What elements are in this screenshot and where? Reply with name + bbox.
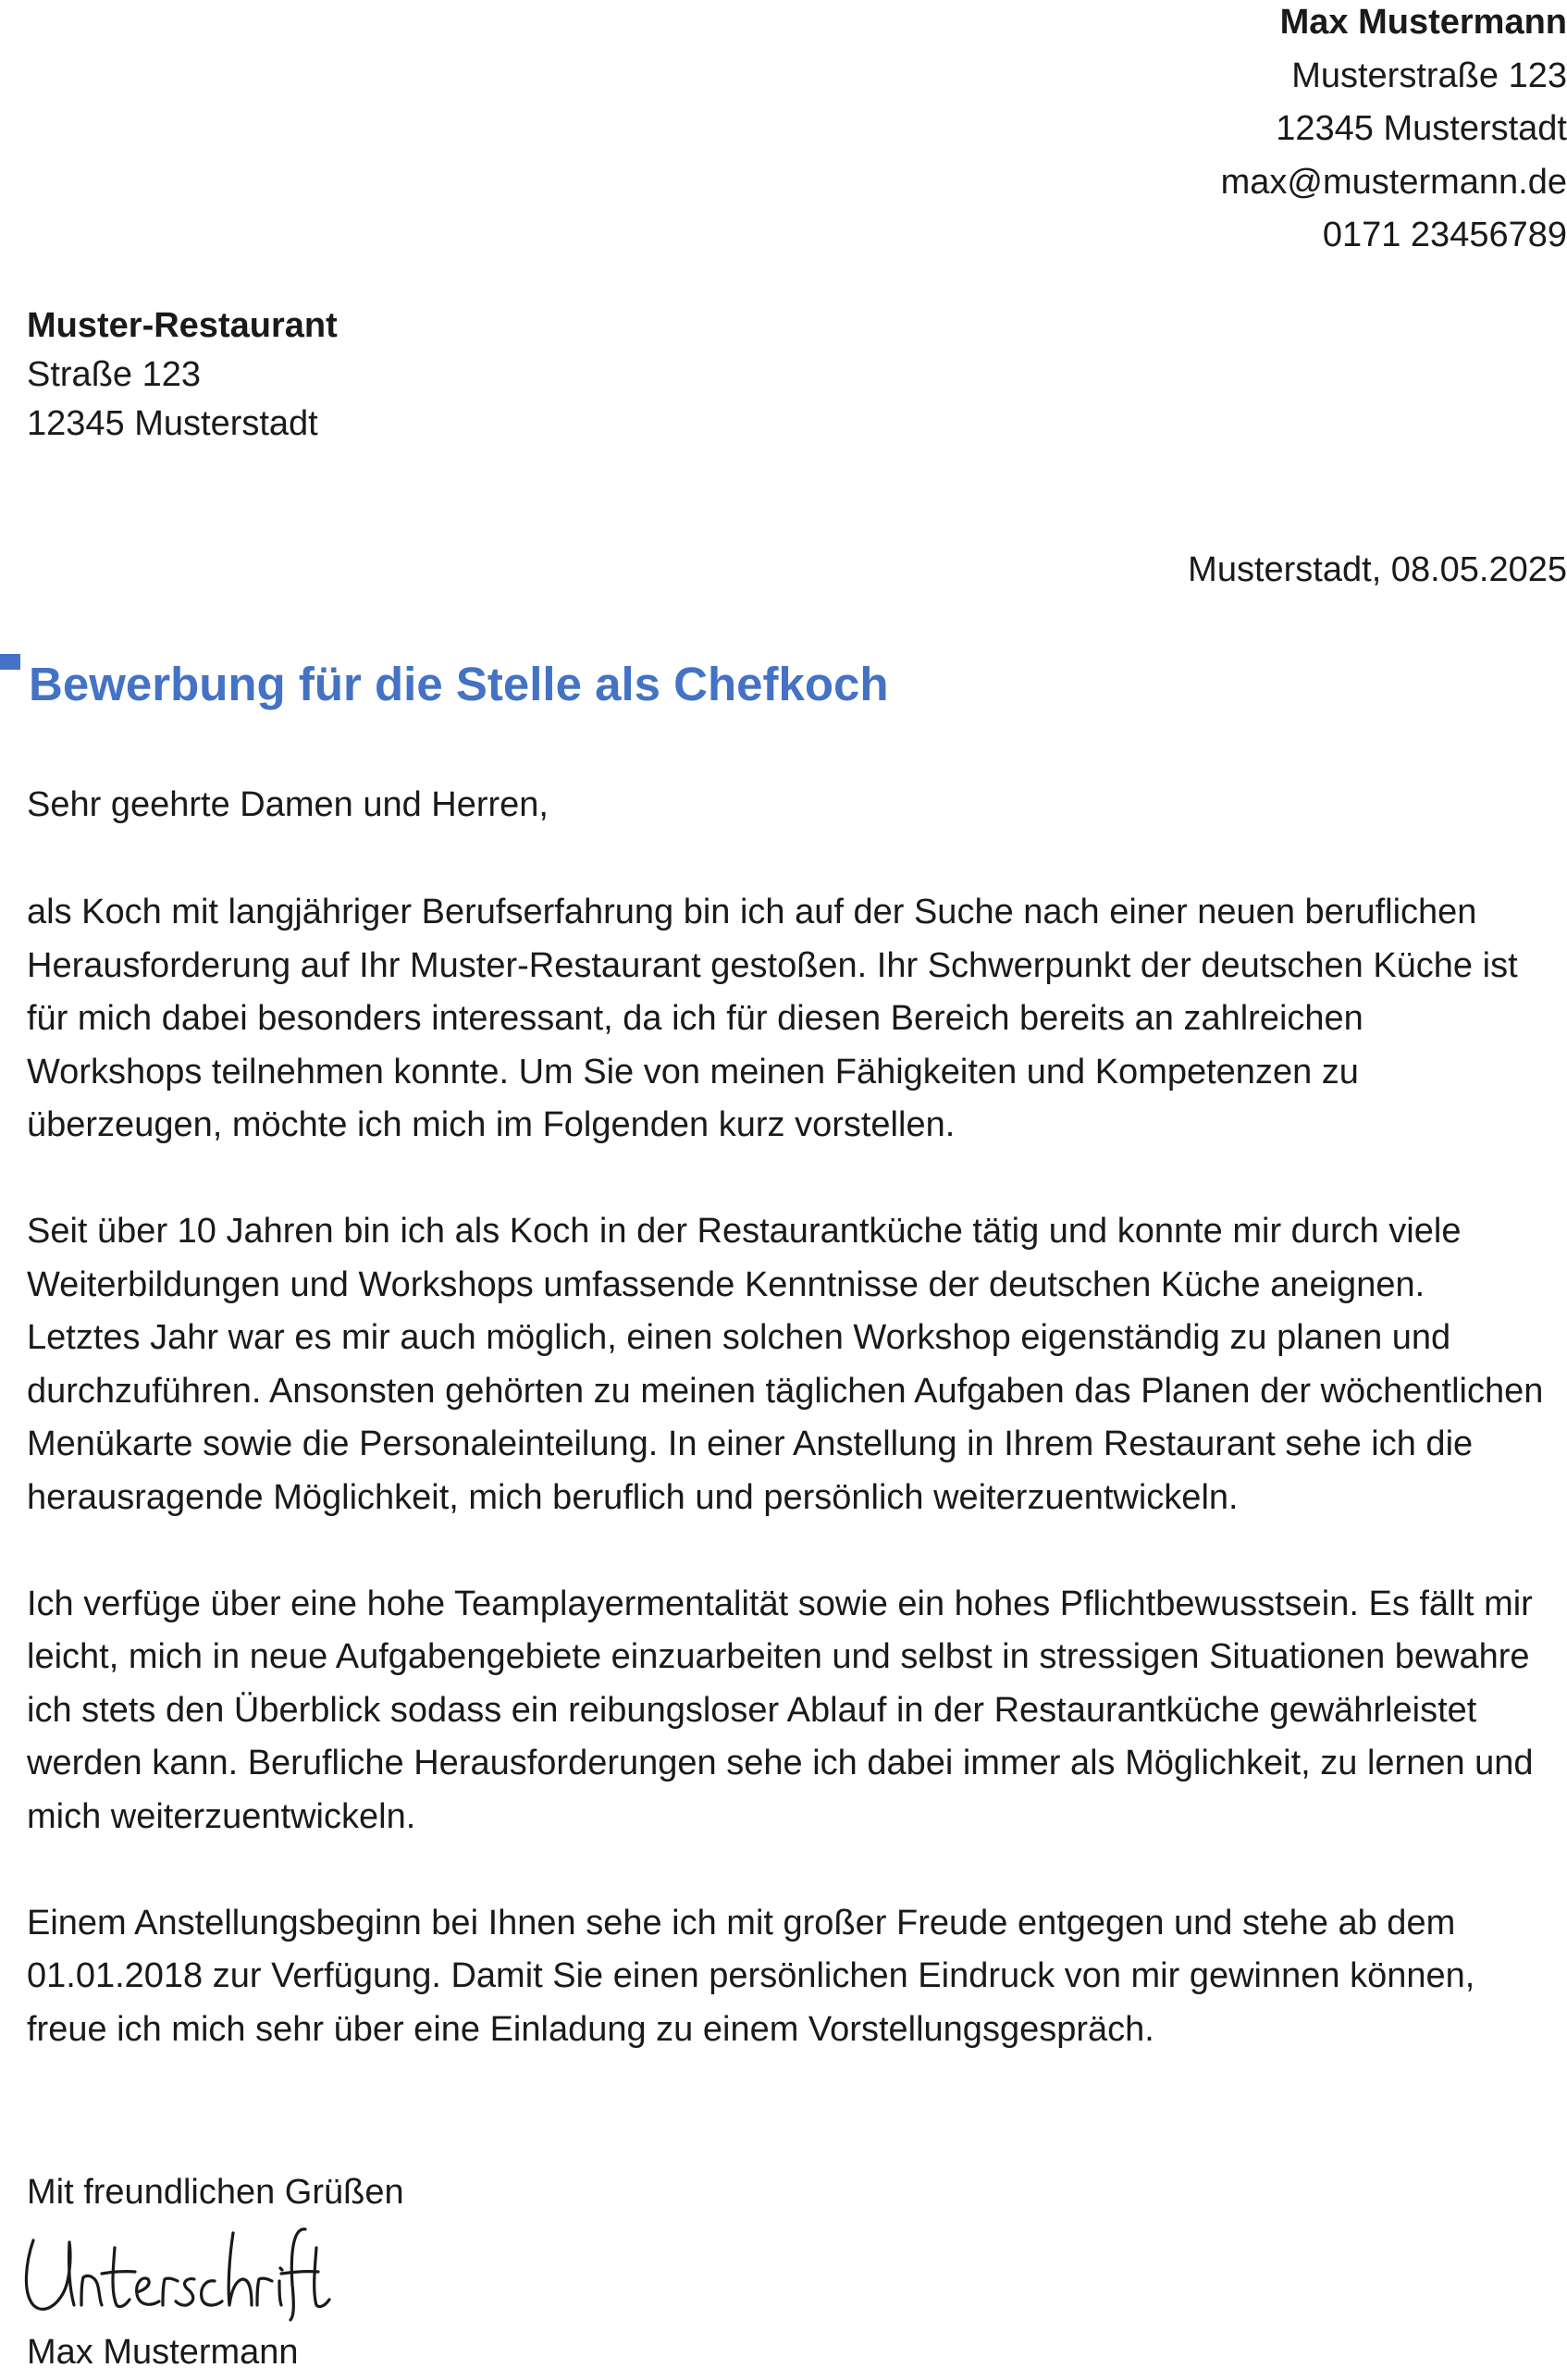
sender-name: Max Mustermann xyxy=(1279,3,1567,42)
recipient-address-block xyxy=(27,302,338,449)
sender-city: 12345 Musterstadt xyxy=(1276,109,1567,148)
handwritten-signature xyxy=(20,2220,335,2322)
recipient-name: Muster-Restaurant xyxy=(27,306,338,345)
recipient-city: 12345 Musterstadt xyxy=(27,404,318,443)
body-paragraph: Ich verfüge über eine hohe Teamplayermentalität sowie ein hohes Pflichtbewusstsein. Es fällt mir leicht, mich in neue Aufgabengebiete einzuarbeiten und selbst in stressigen Situationen bewahre ich stets den Überblick sodass ein reibungsloser Ablauf in der Restaurantküche gewährleistet werden kann. Berufliche Herausforderungen sehe ich dabei immer als Möglichkeit, zu lernen und mich weiterzuentwickeln. xyxy=(27,1584,1534,1836)
letter-subject: Bewerbung für die Stelle als Chefkoch xyxy=(29,658,889,710)
recipient-street: Straße 123 xyxy=(27,355,201,394)
body-paragraph: Seit über 10 Jahren bin ich als Koch in der Restaurantküche tätig und konnte mir durch viele Weiterbildungen und Workshops umfassende Kenntnisse der deutschen Küche aneignen. Letztes Jahr war es mir auch möglich, einen solchen Workshop eigenständig zu planen und durchzuführen. Ansonsten gehörten zu meinen täglichen Aufgaben das Planen der wöchentlichen Menükarte sowie die Personaleinteilung. In einer Anstellung in Ihrem Restaurant sehe ich die herausragende Möglichkeit, mich beruflich und persönlich weiterzuentwickeln. xyxy=(27,1212,1544,1517)
body-paragraph: als Koch mit langjähriger Berufserfahrung bin ich auf der Suche nach einer neuen beruflichen Herausforderung auf Ihr Muster-Restaurant gestoßen. Ihr Schwerpunkt der deutschen Küche ist für mich dabei besonders interessant, da ich für diesen Bereich bereits an zahlreichen Workshops teilnehmen konnte. Um Sie von meinen Fähigkeiten und Kompetenzen zu überzeugen, möchte ich mich im Folgenden kurz vorstellen. xyxy=(27,893,1518,1144)
signer-name: Max Mustermann xyxy=(27,2333,299,2372)
salutation: Sehr geehrte Damen und Herren, xyxy=(27,785,549,824)
sender-address-block xyxy=(827,0,1567,263)
sender-email: max@mustermann.de xyxy=(1220,162,1567,202)
letter-body xyxy=(27,886,1544,2110)
sender-street: Musterstraße 123 xyxy=(1291,55,1567,95)
sender-phone: 0171 23456789 xyxy=(1322,216,1567,254)
letter-date: Musterstadt, 08.05.2025 xyxy=(1188,550,1567,589)
heading-marker xyxy=(0,654,20,670)
body-paragraph: Einem Anstellungsbeginn bei Ihnen sehe ich mit großer Freude entgegen und stehe ab dem 01.01.2018 zur Verfügung. Damit Sie einen persönlichen Eindruck von mir gewinnen können, freue ich mich sehr über eine Einladung zu einem Vorstellungsgespräch. xyxy=(27,1903,1475,2049)
closing-phrase: Mit freundlichen Grüßen xyxy=(27,2173,404,2212)
